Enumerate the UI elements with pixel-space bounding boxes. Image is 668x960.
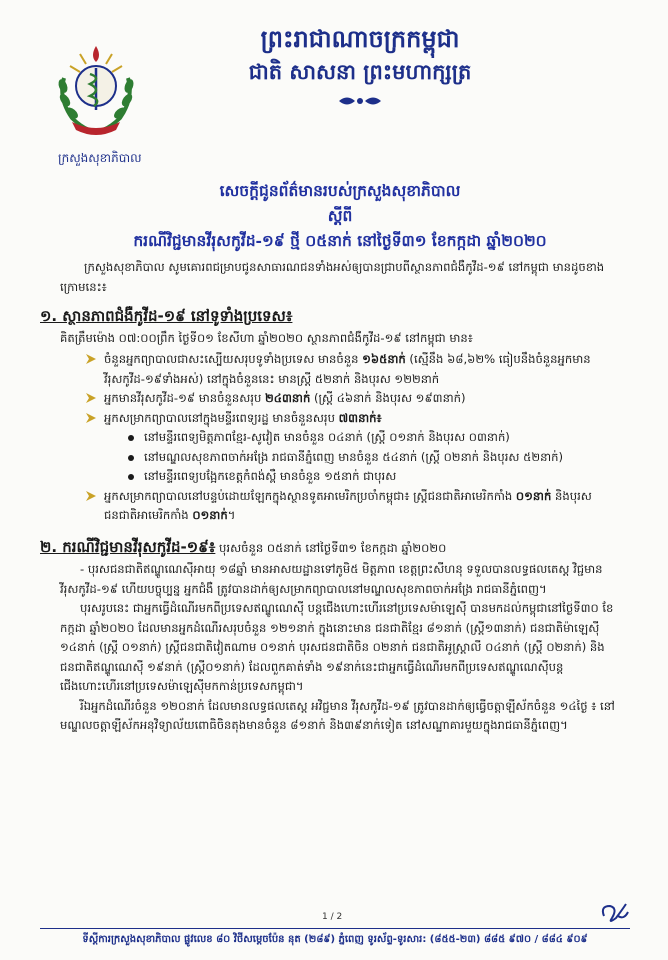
document-subtitle-about: ស្តីពី: [327, 206, 353, 225]
kingdom-line-1: ព្រះរាជាណាចក្រកម្ពុជា: [260, 24, 460, 53]
dot-bullet-icon: [128, 474, 134, 480]
list-item: នៅមន្ទីរពេទ្យបង្អែកខេត្តកំពង់ស្ពឺ មានចំនួន ១៥នាក់ ជាបុរស: [126, 467, 620, 487]
signature-icon: [598, 898, 632, 926]
document-title: សេចក្តីជូនព័ត៌មានរបស់ក្រសួងសុខាភិបាល: [219, 181, 461, 200]
section-1-intro: គិតត្រឹមម៉ោង ០៧:០០ព្រឹក ថ្ងៃទី០១ ខែសីហា ឆ្នាំ២០២០ ស្ថានភាពជំងឺកូវីដ-១៩ នៅកម្ពុជា មាន៖: [60, 330, 473, 345]
list-item: អ្នកសម្រាកព្យាបាលនៅក្នុងមន្ទីរពេទ្យរដ្ឋ មានចំនួនសរុប ៧៣នាក់៖ នៅមន្ទីរពេទ្យមិត្តភាពខ្មែរ-សូវៀត មានចំនួន ០៤នាក់ (ស្ត្រី ០១នាក់ និងបុរស ០៣នាក់) នៅមណ្ឌលសុខភាពចាក់អង្រែ រាជធានីភ្នំពេញ មានចំនួន ៥៤នាក់ (ស្ត្រី ០២នាក់ និងបុរស ៥២នាក់) នៅមន្ទីរពេទ្យបង្អែកខេត្តកំពង់ស្ពឺ មានចំនួន ១៥នាក់ ជាបុរស: [80, 409, 620, 487]
section-1-heading: ១. ស្ថានភាពជំងឺកូវីដ-១៩ នៅទូទាំងប្រទេស៖: [40, 307, 293, 325]
document-title-block: [40, 178, 640, 254]
arrow-bullet-icon: [84, 391, 98, 405]
section-1-list: [60, 350, 620, 526]
ministry-emblem-icon: [50, 38, 142, 138]
list-item: នៅមណ្ឌលសុខភាពចាក់អង្រែ រាជធានីភ្នំពេញ មានចំនួន ៥៤នាក់ (ស្ត្រី ០២នាក់ និងបុរស ៥២នាក់): [126, 448, 620, 468]
arrow-bullet-icon: [84, 352, 98, 366]
ornament-icon: [335, 94, 385, 108]
ministry-name-label: ក្រសួងសុខាភិបាល: [58, 151, 142, 165]
section-2-paragraph-1: - បុរសជនជាតិឥណ្ឌូណេស៊ីអាយុ ១៨ឆ្នាំ មានអាសយដ្ឋានទៅភូមិ៥ មិត្តភាព ខេត្តព្រះសីហនុ ទទួលបានលទ្ធផលតេស្ត វិជ្ជមានវីរុសកូវីដ-១៩ ហើយបច្ចុប្បន្ន អ្នកជំងឺ ត្រូវបានដាក់ឲ្យសម្រាកព្យាបាលនៅមណ្ឌលសុខភាពចាក់អង្រែ រាជធានីភ្នំពេញ។: [60, 562, 603, 596]
footer-divider: [40, 928, 630, 929]
document-subject: ករណីវិជ្ជមានវីរុសកូវីដ-១៩ ថ្មី ០៥នាក់ នៅថ្ងៃទី៣១ ខែកក្កដា ឆ្នាំ២០២០: [133, 231, 547, 250]
list-item: អ្នកមានវីរុសកូវីដ-១៩ មានចំនួនសរុប ២៤៣នាក់ (ស្ត្រី ៤៦នាក់ និងបុរស ១៩៣នាក់): [80, 389, 620, 409]
kingdom-line-2: ជាតិ សាសនា ព្រះមហាក្សត្រ: [248, 59, 472, 84]
intro-paragraph: ក្រសួងសុខាភិបាល សូមគោរពជម្រាបជូនសាធារណជនទាំងអស់ឲ្យបានជ្រាបពីស្ថានភាពជំងឺកូវីដ-១៩ នៅកម្ពុជា មានដូចខាងក្រោមនេះ៖: [60, 260, 605, 294]
list-item: អ្នកសម្រាកព្យាបាលនៅបន្ទប់ដោយឡែកក្នុងស្ថានទូតអាមេរិកប្រចាំកម្ពុជា៖ ស្ត្រីជនជាតិអាមេរិកកាំង ០១នាក់ និងបុរសជនជាតិអាមេរិកកាំង ០១នាក់។: [80, 487, 620, 526]
footer-address: ទីស្តីការក្រសួងសុខាភិបាល ផ្លូវលេខ ៨០ វិថីសម្តេចប៉ែន នុត (២៨៩) ភ្នំពេញ ទូរស័ព្ទ-ទូរសារ: (៨៥៥-២៣) ៨៨៥ ៩៧០ / ៨៨៤ ៩០៩: [82, 934, 588, 945]
kingdom-header: [200, 22, 520, 108]
arrow-bullet-icon: [84, 411, 98, 425]
ornament-divider: [200, 94, 520, 108]
dot-bullet-icon: [128, 455, 134, 461]
list-item: នៅមន្ទីរពេទ្យមិត្តភាពខ្មែរ-សូវៀត មានចំនួន ០៤នាក់ (ស្ត្រី ០១នាក់ និងបុរស ០៣នាក់): [126, 428, 620, 448]
hospital-sublist: [104, 428, 620, 487]
page-number: 1 / 2: [322, 912, 343, 922]
section-2-paragraph-3: រីឯអ្នកដំណើរចំនួន ១២០នាក់ ដែលមានលទ្ធផលតេស្ត អវិជ្ជមាន វីរុសកូវីដ-១៩ ត្រូវបានដាក់ឲ្យធ្វើចត្តាឡីស័កចំនួន ១៤ថ្ងៃ ៖ នៅមណ្ឌលចត្តាឡីស័កអនុវិទ្យាល័យពោធិចិនតុងមានចំនួន ៨១នាក់ និង៣៩នាក់ទៀត នៅសណ្ឋាគារមួយក្នុងរាជធានីភ្នំពេញ។: [60, 698, 615, 732]
document-body: [40, 258, 620, 736]
section-2-paragraph-2: បុរសរូបនេះ ជាអ្នកធ្វើដំណើរមកពីប្រទេសឥណ្ឌូណេស៊ី បន្តជើងហោះហើរនៅប្រទេសម៉ាឡេស៊ី បានមកដល់កម្ពុជានៅថ្ងៃទី៣០ ខែកក្កដា ឆ្នាំ២០២០ ដែលមានអ្នកដំណើរសរុបចំនួន ១២១នាក់ ក្នុងនោះមាន ជនជាតិខ្មែរ ៨១នាក់ (ស្ត្រី១៣នាក់) ជនជាតិម៉ាឡេស៊ី ១៤នាក់ (ស្ត្រី ០១នាក់) ស្ត្រីជនជាតិវៀតណាម ០១នាក់ បុរសជនជាតិចិន ០២នាក់ ជនជាតិអូស្ត្រាលី ០៤នាក់ (ស្ត្រី ០២នាក់) និងជនជាតិឥណ្ឌូណេស៊ី ១៩នាក់ (ស្ត្រី០១នាក់) ដែលពួកគាត់ទាំង ១៩នាក់នេះជាអ្នកធ្វើដំណើរមកពីប្រទេសឥណ្ឌូណេស៊ីបន្តជើងហោះហើរនៅប្រទេសម៉ាឡេស៊ីមកកាន់ប្រទេសកម្ពុជា។: [60, 601, 614, 693]
list-item: ចំនួនអ្នកព្យាបាលជាសះស្បើយសរុបទូទាំងប្រទេស មានចំនួន ១៦៥នាក់ (ស្មើនឹង ៦៨,៦២% ធៀបនឹងចំនួនអ្នកមានវីរុសកូវីដ-១៩ទាំងអស់) នៅក្នុងចំនួននេះ មានស្ត្រី ៥២នាក់ និងបុរស ១២២នាក់: [80, 350, 620, 389]
section-2-heading: ២. ករណីវិជ្ជមានវីរុសកូវីដ-១៩៖ បុរសចំនួន ០៥នាក់ នៅថ្ងៃទី៣១ ខែកក្កដា ឆ្នាំ២០២០: [40, 537, 447, 556]
dot-bullet-icon: [128, 435, 134, 441]
arrow-bullet-icon: [84, 489, 98, 503]
